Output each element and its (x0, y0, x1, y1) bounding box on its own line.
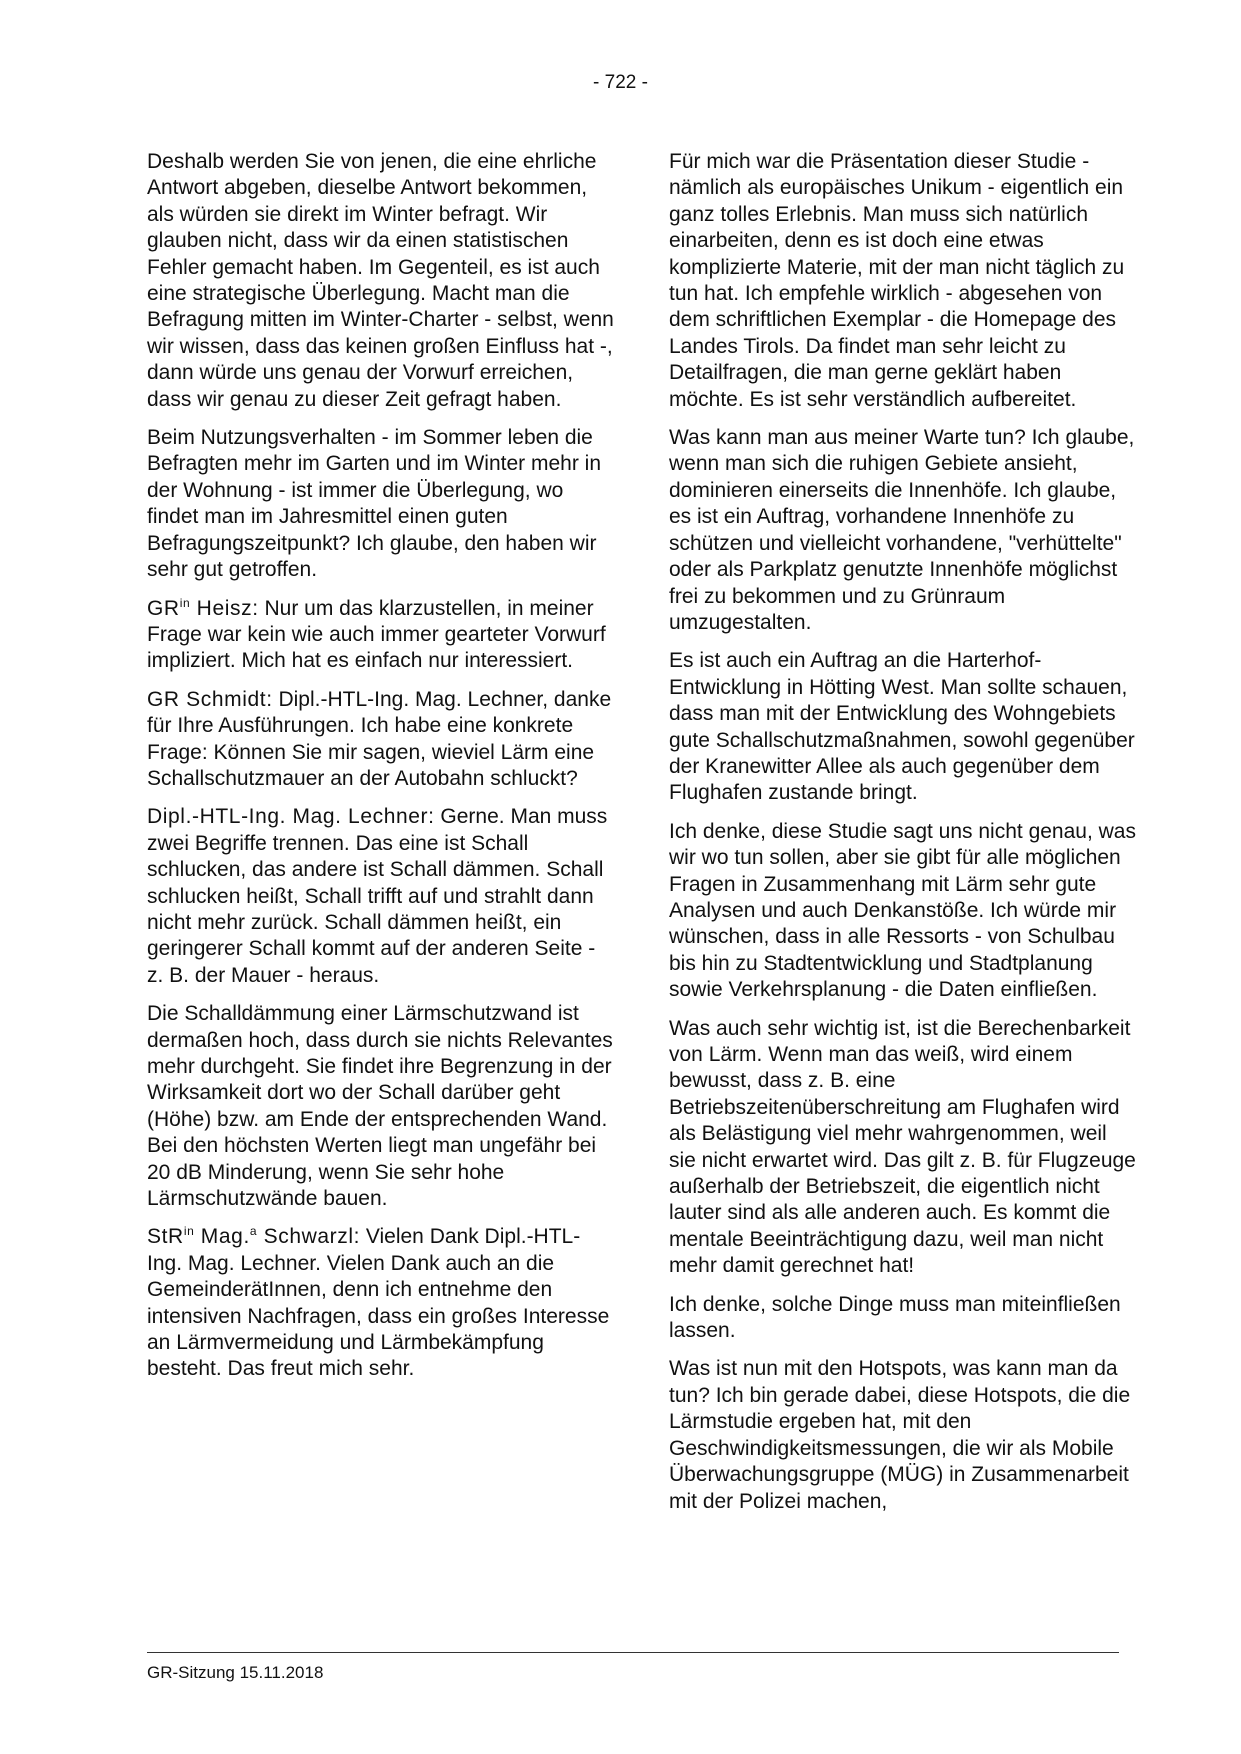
speaker-name: Dipl.-HTL-Ing. Mag. Lechner: (147, 805, 435, 829)
speech-text: Nur um das klarzustellen, in meiner Frage war kein wie auch immer gearteter Vorwurf impliziert. Mich hat es einfach nur interessiert. (147, 596, 606, 673)
paragraph: Es ist auch ein Auftrag an die Harterhof-Entwicklung in Hötting West. Man sollte schauen, dass man mit der Entwicklung des Wohngebiets gute Schallschutzmaßnahmen, sowohl gegenüber der Kranewitter Allee als auch gegenüber dem Flughafen zustande bringt. (669, 649, 1135, 805)
speaker-name: $GR^{in}$ Heisz: (147, 595, 259, 620)
paragraph: Deshalb werden Sie von jenen, die eine ehrliche Antwort abgeben, dieselbe Antwort bekommen, als würden sie direkt im Winter befragt. Wir glauben nicht, dass wir da einen statistischen Fehler gemacht haben. Im Gegenteil, es ist auch eine strategische Überlegung. Macht man die Befragung mitten im Winter-Charter - selbst, wenn wir wissen, dass das keinen großen Einfluss hat -, dann würde uns genau der Vorwurf erreichen, dass wir genau zu dieser Zeit gefragt haben. (147, 150, 614, 411)
paragraph: Für mich war die Präsentation dieser Studie - nämlich als europäisches Unikum - eigentlich ein ganz tolles Erlebnis. Man muss sich natürlich einarbeiten, denn es ist doch eine etwas komplizierte Materie, mit der man nicht täglich zu tun hat. Ich empfehle wirklich - abgesehen von dem schriftlichen Exemplar - die Homepage des Landes Tirols. Da findet man sehr leicht zu Detailfragen, die man gerne geklärt haben möchte. Es ist sehr verständlich aufbereitet. (669, 150, 1125, 411)
paragraph: Beim Nutzungsverhalten - im Sommer leben die Befragten mehr im Garten und im Winter mehr in der Wohnung - ist immer die Überlegung, wo findet man im Jahresmittel einen guten Befragungszeitpunkt? Ich glaube, den haben wir sehr gut getroffen. (147, 426, 602, 582)
page-number: - 722 - (593, 72, 648, 93)
speech-text: Gerne. Man muss zwei Begriffe trennen. Das eine ist Schall schlucken, das andere ist Schall dämmen. Schall schlucken heißt, Schall trifft auf und strahlt dann nicht mehr zurück. Schall dämmen heißt, ein geringerer Schall kommt auf der anderen Seite - z. B. der Mauer - heraus. (147, 805, 608, 987)
footer-divider (147, 1652, 1119, 1653)
paragraph: Was ist nun mit den Hotspots, was kann man da tun? Ich bin gerade dabei, diese Hotspots, die die Lärmstudie ergeben hat, mit den Geschwindigkeitsmessungen, die wir als Mobile Überwachungsgruppe (MÜG) in Zusammenarbeit mit der Polizei machen, (669, 1357, 1131, 1513)
paragraph: Ich denke, solche Dinge muss man miteinfließen lassen. (669, 1292, 1121, 1343)
paragraph: Ich denke, diese Studie sagt uns nicht genau, was wir wo tun sollen, aber sie gibt für alle möglichen Fragen in Zusammenhang mit Lärm sehr gute Analysen und auch Denkanstöße. Ich würde mir wünschen, dass in alle Ressorts - von Schulbau bis hin zu Stadtentwicklung und Stadtplanung sowie Verkehrsplanung - die Daten einfließen. (669, 819, 1136, 1002)
paragraph: Was auch sehr wichtig ist, ist die Berechenbarkeit von Lärm. Wenn man das weiß, wird einem bewusst, dass z. B. eine Betriebszeitenüberschreitung am Flughafen wird als Belästigung viel mehr wahrgenommen, weil sie nicht erwartet wird. Das gilt z. B. für Flugzeuge außerhalb der Betriebszeit, die eigentlich nicht lauter sind als alle anderen auch. Es kommt die mentale Beeinträchtigung dazu, weil man nicht mehr damit gerechnet hat! (669, 1016, 1136, 1278)
speech-text: Vielen Dank Dipl.-HTL-Ing. Mag. Lechner. Vielen Dank auch an die GemeinderätInnen, denn ich entnehme den intensiven Nachfragen, dass ein großes Interesse an Lärmvermeidung und Lärmbekämpfung besteht. Das freut mich sehr. (147, 1225, 610, 1381)
speech-paragraph (147, 596, 615, 675)
speaker-name: GR Schmidt: (147, 687, 273, 711)
speaker-name: StR$^{in}$ Mag.$^a$ Schwarzl: (147, 1224, 361, 1249)
paragraph: Was kann man aus meiner Warte tun? Ich glaube, wenn man sich die ruhigen Gebiete ansieht, dominieren einerseits die Innenhöfe. Ich glaube, es ist ein Auftrag, vorhandene Innenhöfe zu schützen und vielleicht vorhandene, "verhüttelte" oder als Parkplatz genutzte Innenhöfe möglichst frei zu bekommen und zu Grünraum umzugestalten. (669, 426, 1135, 634)
speech-paragraph (147, 804, 615, 989)
footer-session-date: GR-Sitzung 15.11.2018 (147, 1663, 324, 1682)
speech-paragraph (147, 687, 615, 793)
left-column (147, 149, 615, 1395)
speech-text: Dipl.-HTL-Ing. Mag. Lechner, danke für Ihre Ausführungen. Ich habe eine konkrete Frage: Können Sie mir sagen, wieviel Lärm eine Schallschutzmauer an der Autobahn schluckt? (147, 687, 612, 790)
paragraph: Die Schalldämmung einer Lärmschutzwand ist dermaßen hoch, dass durch sie nichts Relevantes mehr durchgeht. Sie findet ihre Begrenzung in der Wirksamkeit dort wo der Schall darüber geht (Höhe) bzw. am Ende der entsprechenden Wand. Bei den höchsten Werten liegt man ungefähr bei 20 dB Minderung, wenn Sie sehr hohe Lärmschutzwände bauen. (147, 1002, 613, 1211)
right-column (669, 149, 1137, 1527)
speech-paragraph (147, 1224, 615, 1382)
